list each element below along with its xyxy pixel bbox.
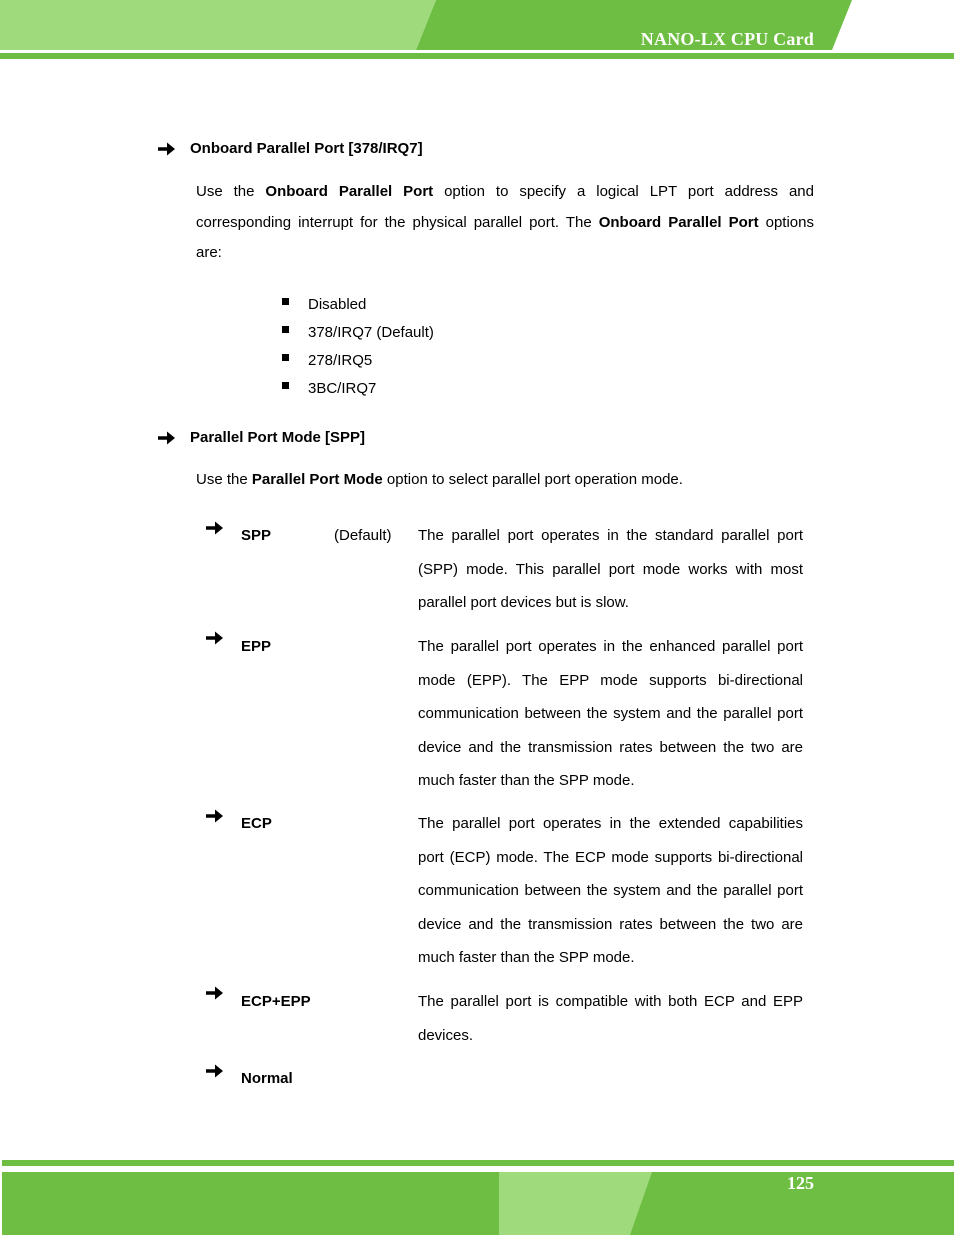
page-number: 125 bbox=[787, 1173, 814, 1193]
intro-line: corresponding interrupt for the physical parallel port. The Onboard Parallel Port options bbox=[196, 213, 814, 231]
description-line: parallel port devices but is slow. bbox=[418, 594, 629, 612]
description-line: The parallel port operates in the extended capabilities bbox=[418, 815, 803, 832]
description-line: communication between the system and the parallel port bbox=[418, 882, 803, 900]
description-line: The parallel port operates in the standard parallel port bbox=[418, 527, 803, 544]
arrow-icon bbox=[205, 1063, 225, 1079]
description-line: communication between the system and the parallel port bbox=[418, 705, 803, 723]
arrow-icon bbox=[157, 430, 177, 446]
mode-description-epp bbox=[418, 630, 803, 798]
section-intro-parallel-port-mode bbox=[196, 465, 814, 496]
intro-line: are: bbox=[196, 244, 222, 261]
option-item: 278/IRQ5 bbox=[308, 352, 373, 369]
description-line: device and the transmission rates between the two are bbox=[418, 915, 803, 933]
section-title-parallel-port: Onboard Parallel Port [378/IRQ7] bbox=[190, 140, 423, 157]
footer-banner bbox=[0, 1158, 954, 1235]
mode-description-ecp bbox=[418, 807, 803, 975]
section-title-parallel-port-mode: Parallel Port Mode [SPP] bbox=[190, 429, 366, 446]
description-line: devices. bbox=[418, 1026, 474, 1044]
description-line: port (ECP) mode. The ECP mode supports bi-directional bbox=[418, 848, 803, 866]
mode-name-normal: Normal bbox=[241, 1070, 293, 1087]
arrow-icon bbox=[205, 808, 225, 824]
arrow-icon bbox=[205, 520, 225, 536]
description-line: device and the transmission rates between the two are bbox=[418, 738, 803, 756]
description-line: The parallel port operates in the enhanced parallel port bbox=[418, 638, 803, 655]
intro-line: Use the Parallel Port Mode option to select parallel port operation mode. bbox=[196, 471, 683, 488]
description-line: much faster than the SPP mode. bbox=[418, 772, 635, 790]
mode-default-label: (Default) bbox=[334, 527, 392, 544]
bullet-icon bbox=[282, 326, 289, 333]
option-item: 3BC/IRQ7 bbox=[308, 380, 377, 397]
mode-description-ecp-epp bbox=[418, 985, 803, 1052]
option-item: 378/IRQ7 (Default) bbox=[308, 324, 434, 341]
arrow-icon bbox=[205, 985, 225, 1001]
description-line: (SPP) mode. This parallel port mode works with most bbox=[418, 560, 803, 578]
arrow-icon bbox=[157, 141, 177, 157]
mode-name-epp: EPP bbox=[241, 638, 272, 655]
option-item: Disabled bbox=[308, 296, 367, 313]
mode-name-ecp-epp: ECP+EPP bbox=[241, 993, 311, 1010]
description-line: much faster than the SPP mode. bbox=[418, 949, 635, 967]
description-line: mode (EPP). The EPP mode supports bi-directional bbox=[418, 671, 803, 689]
section-intro-parallel-port bbox=[196, 177, 814, 269]
bullet-icon bbox=[282, 382, 289, 389]
mode-name-spp: SPP bbox=[241, 527, 272, 544]
mode-description-spp bbox=[418, 519, 803, 620]
bullet-icon bbox=[282, 354, 289, 361]
intro-line: Use the Onboard Parallel Port option to specify a logical LPT port address and bbox=[196, 183, 814, 200]
bullet-icon bbox=[282, 298, 289, 305]
arrow-icon bbox=[205, 630, 225, 646]
description-line: The parallel port is compatible with both ECP and EPP bbox=[418, 993, 803, 1010]
header-title: NANO-LX CPU Card bbox=[640, 29, 814, 49]
mode-name-ecp: ECP bbox=[241, 815, 272, 832]
